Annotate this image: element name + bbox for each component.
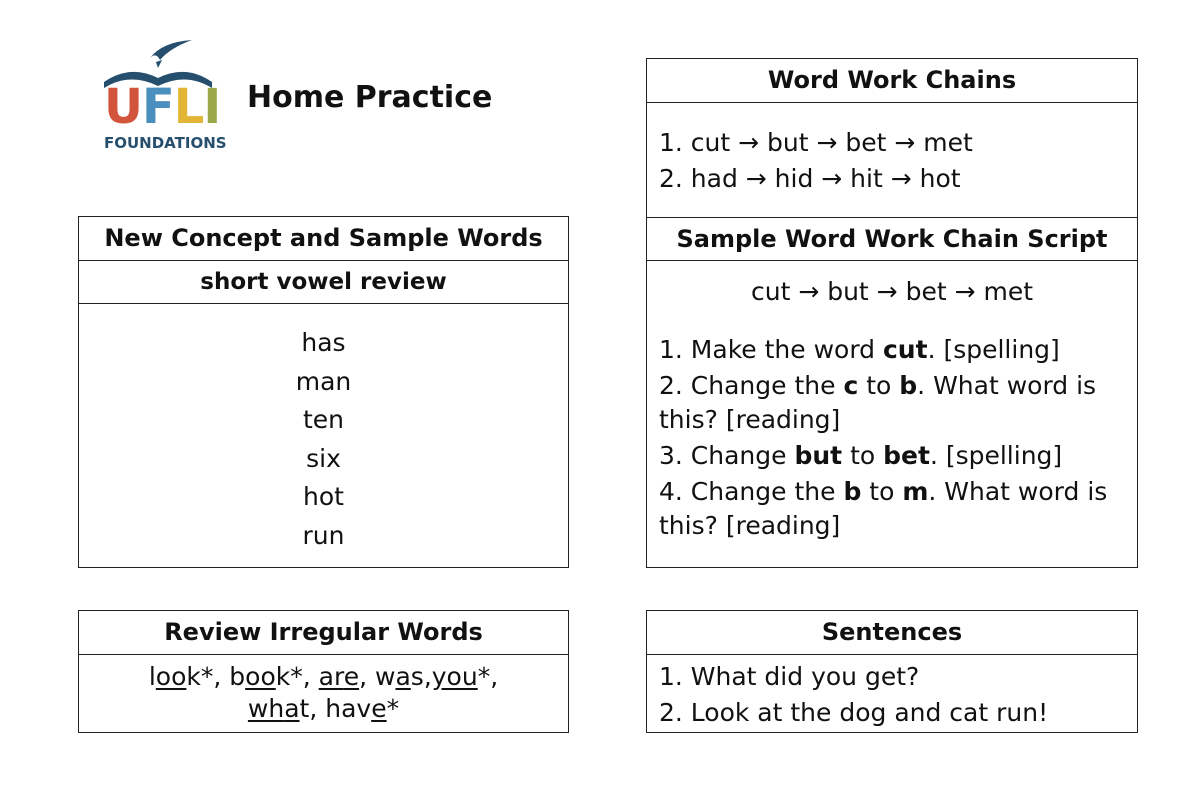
sentence-item: 2. Look at the dog and cat run! <box>659 698 1049 727</box>
separator: , <box>423 662 432 691</box>
word-part: s <box>410 662 424 691</box>
step-part: to <box>858 371 900 400</box>
word-part: k* <box>186 662 214 691</box>
separator: , <box>490 662 499 691</box>
irregular-word <box>432 662 490 691</box>
separator: , <box>359 662 375 691</box>
sample-word: has <box>301 328 346 357</box>
logo-letter-f: F <box>141 79 174 135</box>
word-part: t <box>299 694 310 723</box>
irregular-word <box>229 662 302 691</box>
sentence-list <box>647 655 1137 731</box>
logo-letter-i: I <box>203 79 221 135</box>
chain-item: 2. had → hid → hit → hot <box>659 164 961 193</box>
concept-subtitle: short vowel review <box>79 261 568 304</box>
bird-icon <box>150 40 192 60</box>
step-part: . [spelling] <box>929 441 1063 470</box>
irregular-words-box <box>78 610 569 733</box>
irregular-word <box>319 662 359 691</box>
chain-item: 1. cut → but → bet → met <box>659 128 973 157</box>
word-part: ar <box>318 662 344 691</box>
logo-letters <box>104 79 221 135</box>
separator: , <box>213 662 230 691</box>
script-step <box>659 333 1117 367</box>
step-part: m <box>902 477 929 506</box>
concept-title: New Concept and Sample Words <box>79 217 568 261</box>
sentence-item: 1. What did you get? <box>659 662 920 691</box>
sample-word: ten <box>302 405 345 434</box>
script-step <box>659 475 1117 543</box>
step-part: to <box>842 441 884 470</box>
script-chain: cut → but → bet → met <box>750 277 1034 306</box>
word-part: you <box>431 662 478 691</box>
word-part: l <box>148 662 156 691</box>
script-steps <box>647 333 1137 543</box>
logo-subtitle: FOUNDATIONS <box>104 134 227 152</box>
word-part: * <box>386 694 400 723</box>
sentences-title: Sentences <box>647 611 1137 655</box>
step-part: b <box>843 477 862 506</box>
word-part: oo <box>155 662 187 691</box>
step-part: b <box>899 371 918 400</box>
page-title: Home Practice <box>247 80 493 115</box>
chains-title: Word Work Chains <box>647 59 1137 103</box>
step-part: to <box>861 477 903 506</box>
irregular-word <box>248 694 309 723</box>
word-chains-box <box>646 58 1138 568</box>
step-part: 2. Change the <box>659 371 844 400</box>
step-part: 1. Make the word <box>659 335 883 364</box>
separator: , <box>309 694 326 723</box>
word-part: b <box>229 662 246 691</box>
irregular-word <box>375 662 424 691</box>
sample-word-list <box>79 304 568 555</box>
sample-word: run <box>302 520 345 550</box>
sentences-box <box>646 610 1138 733</box>
word-part: w <box>375 662 396 691</box>
script-step <box>659 439 1117 473</box>
step-part: bet <box>883 441 930 470</box>
step-part: but <box>794 441 843 470</box>
sample-word: hot <box>303 482 344 511</box>
irregular-word <box>325 694 399 723</box>
word-part: k* <box>275 662 303 691</box>
step-part: . What word is this? [reading] <box>659 371 1097 434</box>
word-part: a <box>395 662 411 691</box>
word-part: hav <box>325 694 372 723</box>
irregular-title: Review Irregular Words <box>79 611 568 655</box>
word-part: e <box>371 694 387 723</box>
step-part: 3. Change <box>659 441 795 470</box>
script-title: Sample Word Work Chain Script <box>647 218 1137 261</box>
step-part: cut <box>882 335 928 364</box>
irregular-word-list <box>79 655 568 725</box>
step-part: 4. Change the <box>659 477 844 506</box>
word-part: oo <box>245 662 276 691</box>
word-part: a <box>284 694 300 723</box>
logo-letter-l: L <box>173 79 204 135</box>
sample-word: man <box>295 366 352 396</box>
word-part: wh <box>247 694 285 723</box>
sample-word: six <box>306 443 341 473</box>
separator: , <box>302 662 319 691</box>
word-part: e <box>343 662 360 691</box>
chain-list <box>647 103 1137 218</box>
step-part: . What word is this? [reading] <box>659 477 1108 540</box>
concept-box <box>78 216 569 568</box>
script-step <box>659 369 1117 437</box>
step-part: c <box>843 371 859 400</box>
irregular-word <box>149 662 214 691</box>
step-part: . [spelling] <box>927 335 1060 364</box>
logo-letter-u: U <box>104 79 142 135</box>
word-part: * <box>477 662 491 691</box>
